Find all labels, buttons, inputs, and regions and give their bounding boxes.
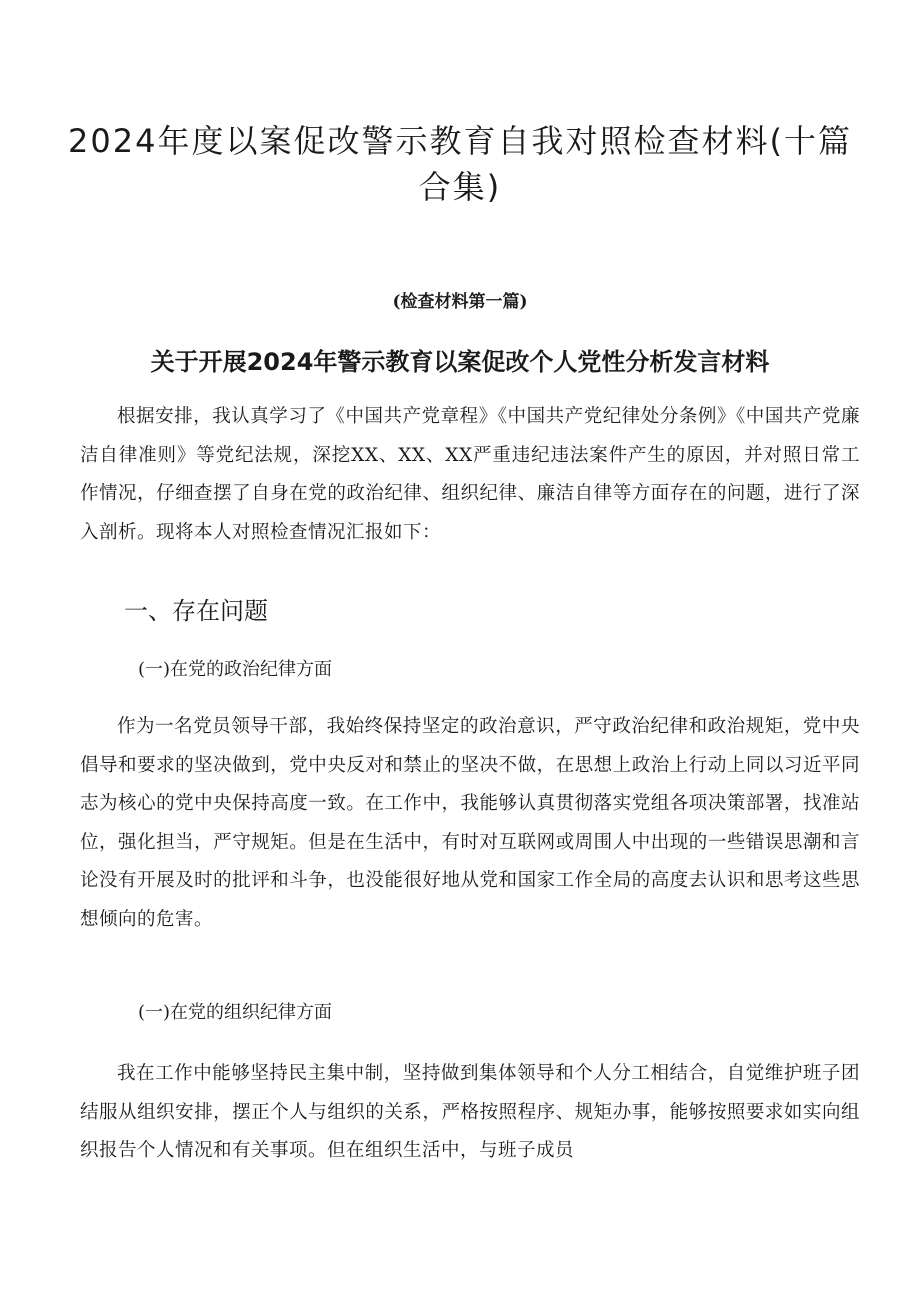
document-title: 2024年度以案促改警示教育自我对照检查材料(十篇合集): [68, 122, 852, 206]
subsection-heading-political-discipline: (一)在党的政治纪律方面: [138, 659, 333, 680]
political-discipline-paragraph: 作为一名党员领导干部，我始终保持坚定的政治意识，严守政治纪律和政治规矩，党中央倡导和要求的坚决做到，党中央反对和禁止的坚决不做，在思想上政治上行动上同以习近平同志为核心的党中央保持高度一致。在工作中，我能够认真贯彻落实党组各项决策部署，找准站位，强化担当，严守规矩。但是在生活中，有时对互联网或周围人中出现的一些错误思潮和言论没有开展及时的批评和斗争，也没能很好地从党和国家工作全局的高度去认识和思考这些思想倾向的危害。: [80, 716, 860, 930]
intro-paragraph: 根据安排，我认真学习了《中国共产党章程》《中国共产党纪律处分条例》《中国共产党廉洁自律准则》等党纪法规，深挖XX、XX、XX严重违纪违法案件产生的原因，并对照日常工作情况，仔细查摆了自身在党的政治纪律、组织纪律、廉洁自律等方面存在的问题，进行了深入剖析。现将本人对照检查情况汇报如下：: [80, 406, 860, 543]
article-title: 关于开展2024年警示教育以案促改个人党性分析发言材料: [150, 348, 770, 376]
subsection-heading-organizational-discipline: (一)在党的组织纪律方面: [138, 1002, 333, 1023]
section-tag: (检查材料第一篇): [392, 292, 528, 312]
heading-existing-problems: 一、存在问题: [124, 597, 268, 625]
organizational-discipline-paragraph: 我在工作中能够坚持民主集中制，坚持做到集体领导和个人分工相结合，自觉维护班子团结服从组织安排，摆正个人与组织的关系，严格按照程序、规矩办事，能够按照要求如实向组织报告个人情况和有关事项。但在组织生活中，与班子成员: [80, 1063, 860, 1161]
